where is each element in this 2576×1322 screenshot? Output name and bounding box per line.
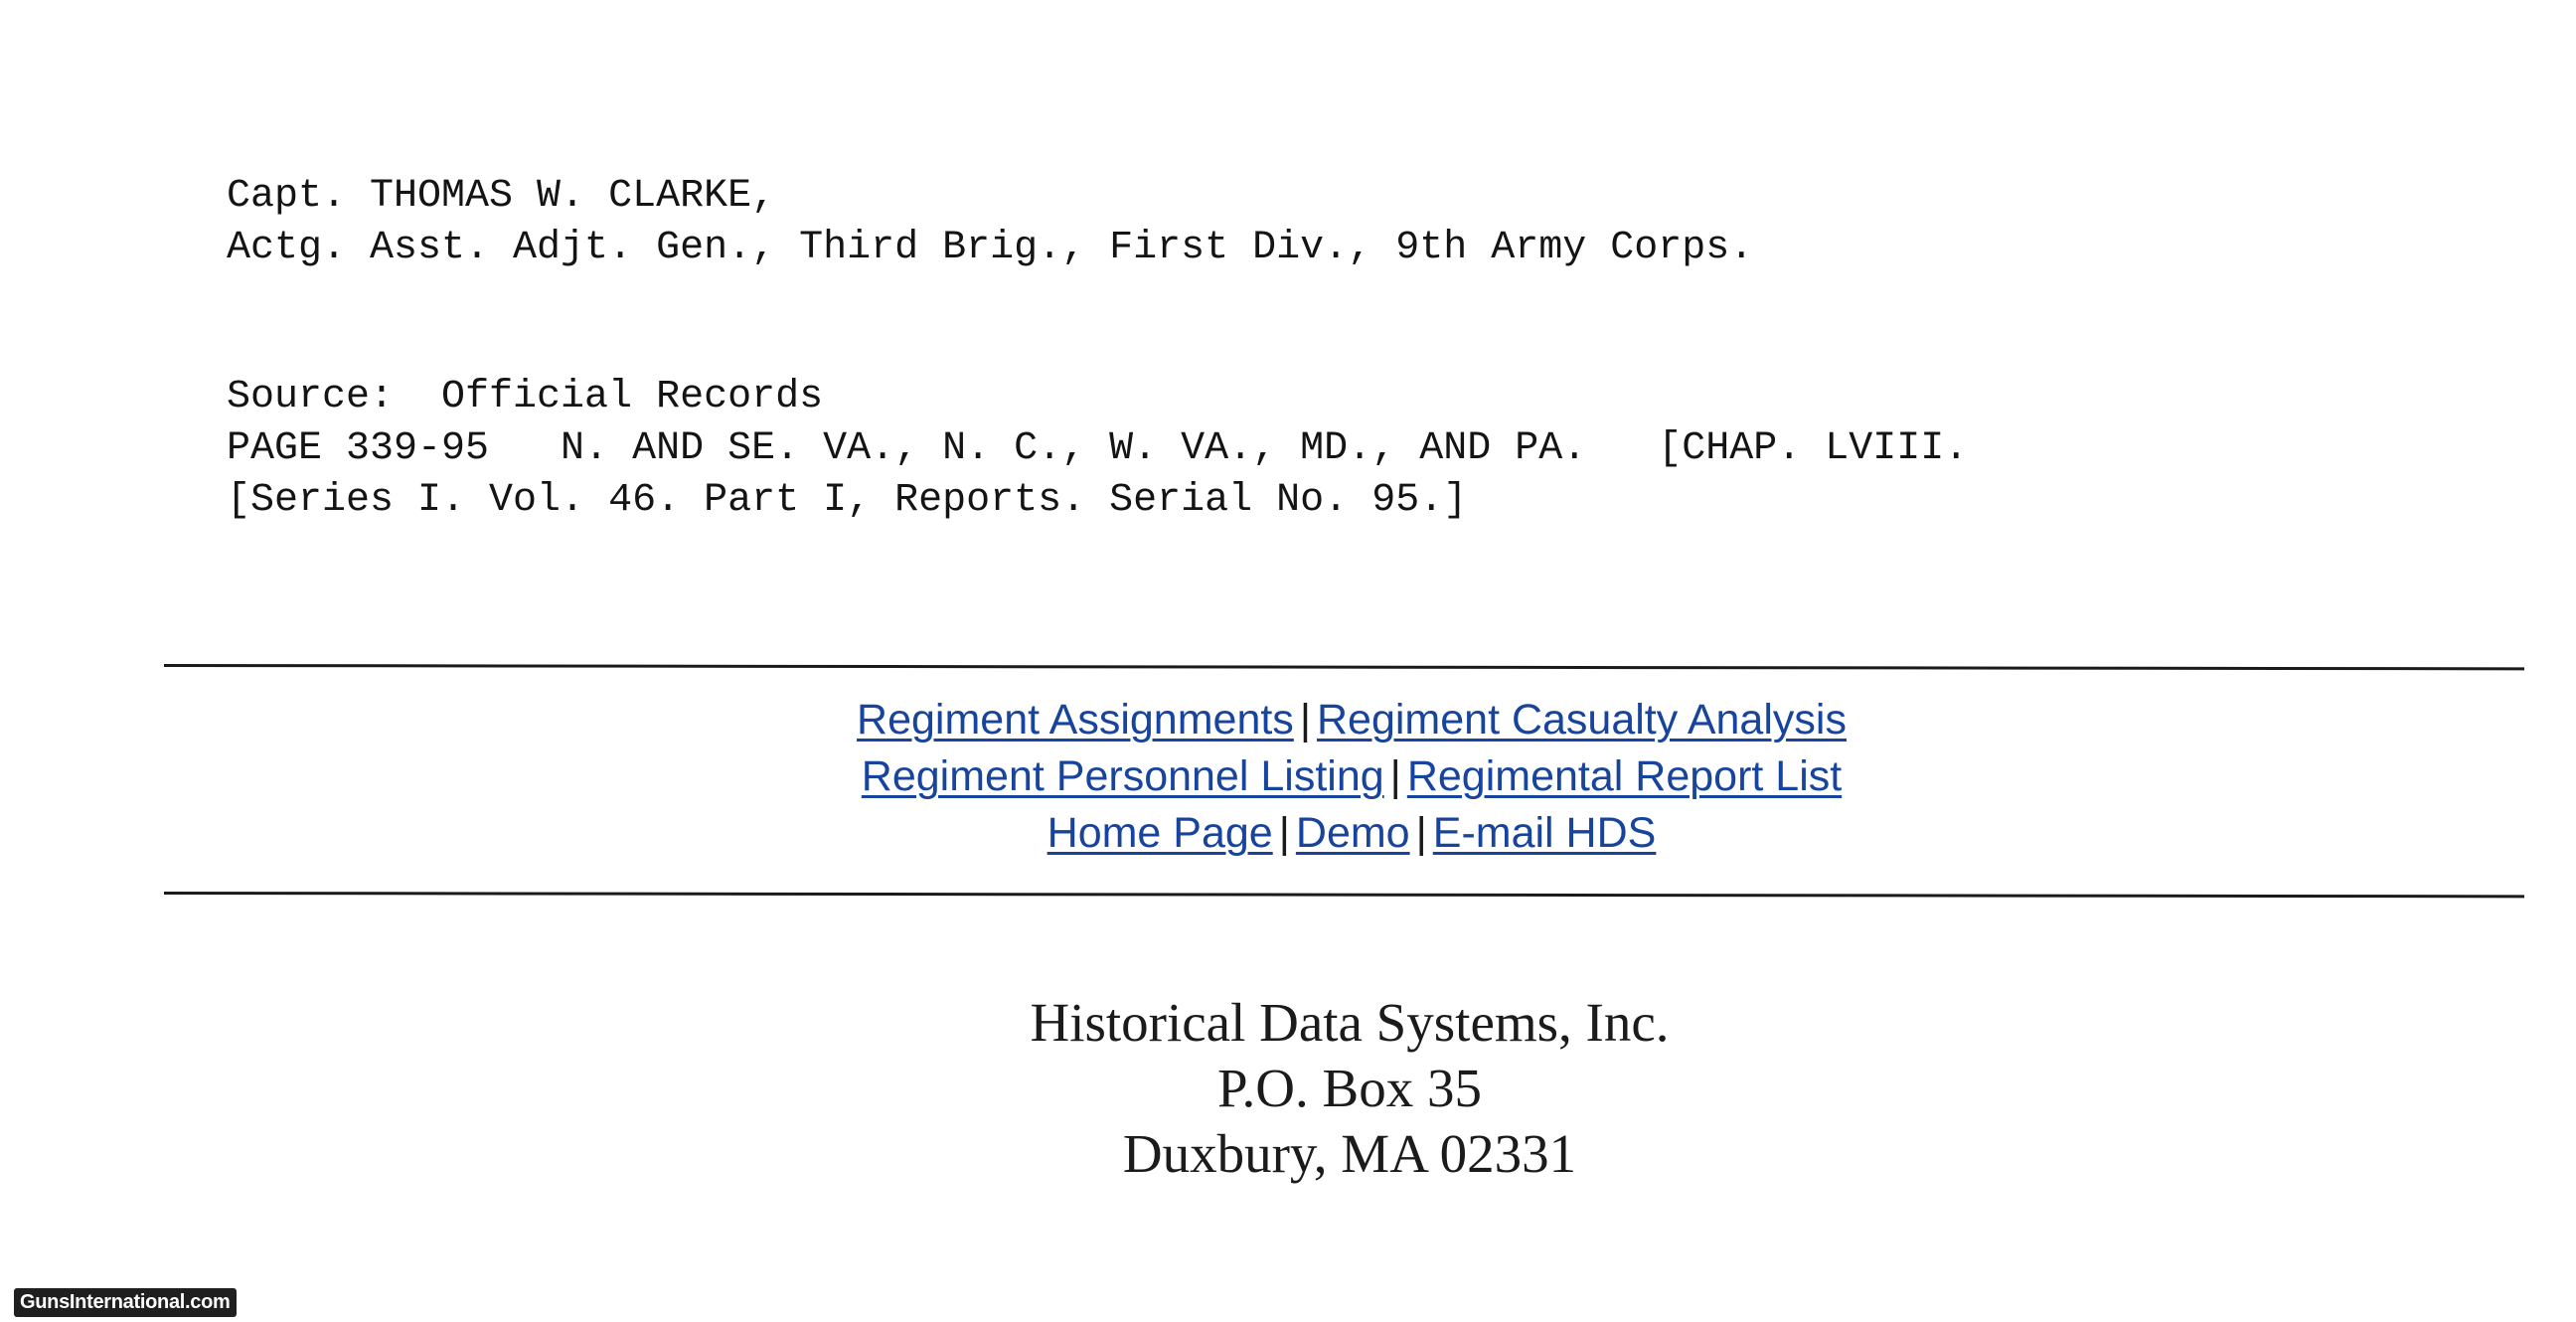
regiment-personnel-listing-link[interactable]: Regiment Personnel Listing [861,752,1384,800]
watermark-logo: GunsInternational.com [14,1288,237,1317]
signature-name-line: Capt. THOMAS W. CLARKE, [227,174,776,219]
city-state-zip: Duxbury, MA 02331 [1122,1123,1577,1184]
top-divider [164,664,2524,670]
source-block [227,372,1968,527]
signature-title-line: Actg. Asst. Adjt. Gen., Third Brig., First Div., 9th Army Corps. [227,226,1754,270]
nav-separator: | [1278,809,1290,857]
nav-line-2 [0,748,2576,805]
company-address [0,990,2576,1187]
nav-separator: | [1389,752,1401,800]
nav-separator: | [1299,696,1311,744]
navigation-links [0,692,2576,862]
home-page-link[interactable]: Home Page [1046,809,1273,857]
regimental-report-list-link[interactable]: Regimental Report List [1406,752,1843,800]
nav-line-3 [0,805,2576,862]
company-name: Historical Data Systems, Inc. [1030,992,1670,1053]
signature-block [227,171,1753,274]
source-label-line: Source: Official Records [227,375,824,419]
regiment-assignments-link[interactable]: Regiment Assignments [857,696,1294,744]
nav-separator: | [1415,809,1427,857]
nav-line-1 [0,692,2576,748]
regiment-casualty-analysis-link[interactable]: Regiment Casualty Analysis [1316,696,1847,744]
demo-link[interactable]: Demo [1295,809,1410,857]
po-box: P.O. Box 35 [1217,1058,1482,1118]
email-hds-link[interactable]: E-mail HDS [1432,809,1657,857]
bottom-divider [164,892,2524,898]
source-series-line: [Series I. Vol. 46. Part I, Reports. Serial No. 95.] [227,478,1468,523]
source-page-line: PAGE 339-95 N. AND SE. VA., N. C., W. VA., MD., AND PA. [CHAP. LVIII. [227,426,1969,471]
